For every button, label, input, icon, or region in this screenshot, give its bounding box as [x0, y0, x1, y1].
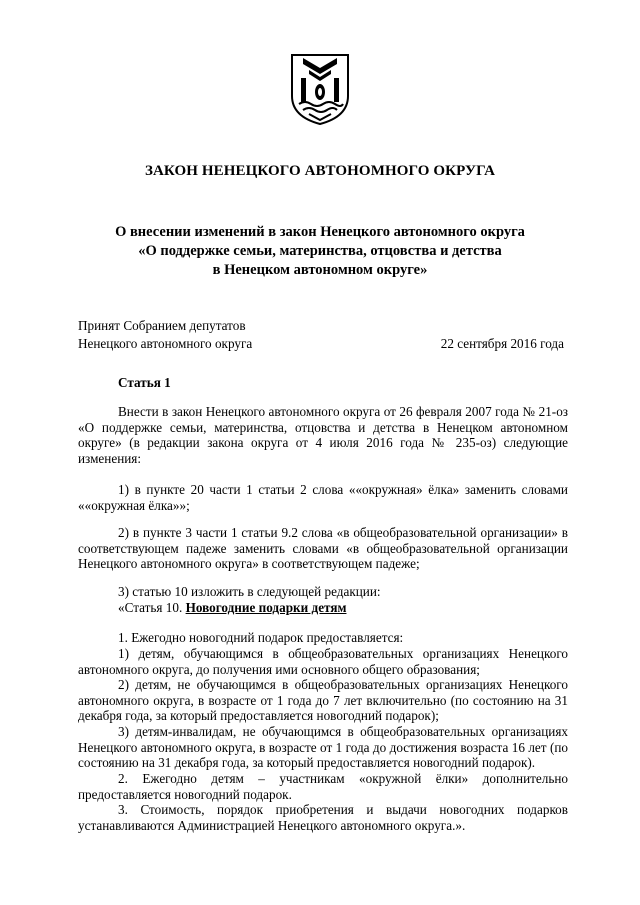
point-1-subitem-1: 1) детям, обучающимся в общеобразовательных организациях Ненецкого автономного округа, до получения ими основного общего образования; — [78, 646, 568, 677]
point-1-subitem-3: 3) детям-инвалидам, не обучающимся в общеобразовательных организациях Ненецкого автономного округа, в возрасте от 1 года до достижения возраста 16 лет (по состоянию на 31 декабря года, за который предоставляется новогодний подарок). — [78, 724, 568, 770]
amendment-item-3: 3) статью 10 изложить в следующей редакции: — [118, 584, 381, 599]
article-heading: Статья 1 — [118, 375, 171, 390]
point-1: 1. Ежегодно новогодний подарок предоставляется: — [118, 630, 404, 645]
new-article-heading — [78, 600, 568, 616]
point-1-subitem-2: 2) детям, не обучающимся в общеобразовательных организациях Ненецкого автономного округа, в возрасте от 1 года до 7 лет включительно (по состоянию на 31 декабря года, за который предоставляется новогодний подарок); — [78, 677, 568, 723]
amendment-item-1: 1) в пункте 20 части 1 статьи 2 слова ««окружная» ёлка» заменить словами ««окружная ёлка»»; — [78, 482, 568, 513]
point-2: 2. Ежегодно детям – участникам «окружной ёлки» дополнительно предоставляется новогодний подарок. — [78, 771, 568, 802]
law-subtitle — [60, 223, 580, 280]
point-3: 3. Стоимость, порядок приобретения и выдачи новогодних подарков устанавливаются Администрацией Ненецкого автономного округа.». — [78, 802, 568, 833]
subtitle-line: О внесении изменений в закон Ненецкого автономного округа — [115, 224, 525, 240]
adopted-line: Принят Собранием депутатов — [78, 318, 246, 333]
adopted-line: Ненецкого автономного округа — [78, 336, 253, 351]
coat-of-arms-icon — [289, 52, 351, 126]
amendment-item-2: 2) в пункте 3 части 1 статьи 9.2 слова «в общеобразовательной организации» в соответствующем падеже заменить словами «в общеобразовательной организации Ненецкого автономного округа» в соответствующем падеже; — [78, 525, 568, 571]
new-article-title: Новогодние подарки детям — [185, 600, 347, 615]
adopted-by — [78, 317, 252, 353]
law-title: ЗАКОН НЕНЕЦКОГО АВТОНОМНОГО ОКРУГА — [144, 163, 496, 179]
adopted-date: 22 сентября 2016 года — [440, 336, 564, 351]
intro-paragraph: Внести в закон Ненецкого автономного округа от 26 февраля 2007 года № 21-оз «О поддержке семьи, материнства, отцовства и детства в Ненецком автономном округе» (в редакции закона округа от 4 июля 2016 года № 235-оз) следующие изменения: — [78, 404, 568, 466]
new-article-prefix: «Статья 10. — [118, 600, 186, 615]
subtitle-line: «О поддержке семьи, материнства, отцовства и детства — [138, 243, 502, 259]
subtitle-line: в Ненецком автономном округе» — [212, 262, 428, 278]
